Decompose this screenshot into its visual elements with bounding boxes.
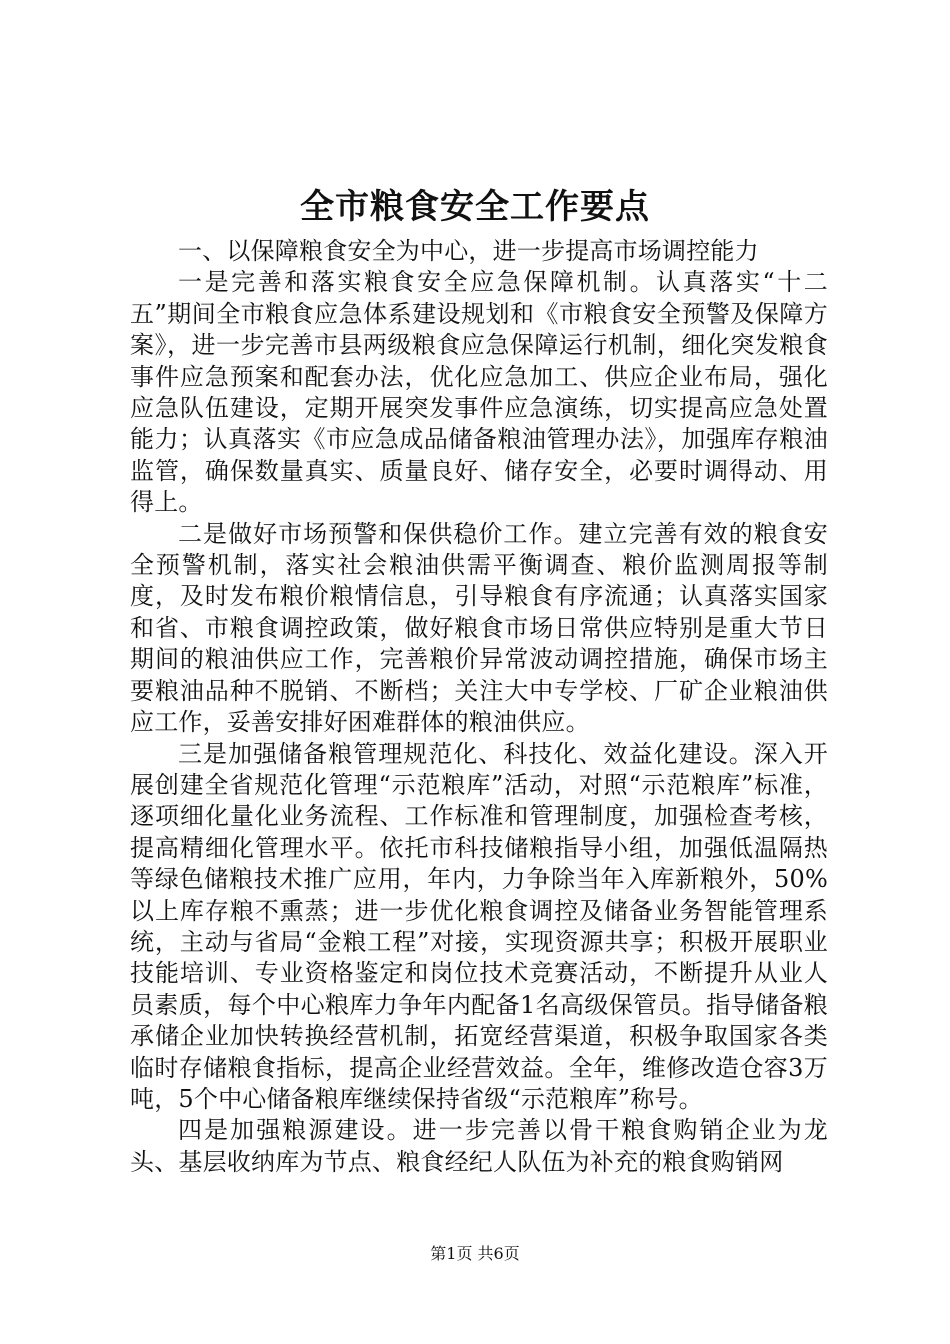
paragraph-3: 三是加强储备粮管理规范化、科技化、效益化建设。深入开展创建全省规范化管理“示范粮库”活动，对照“示范粮库”标准，逐项细化量化业务流程、工作标准和管理制度，加强检查考核，提高精细化管理水平。依托市科技储粮指导小组，加强低温隔热等绿色储粮技术推广应用，年内，力争除当年入库新粮外，50%以上库存粮不熏蒸；进一步优化粮食调控及储备业务智能管理系统，主动与省局“金粮工程”对接，实现资源共享；积极开展职业技能培训、专业资格鉴定和岗位技术竞赛活动，不断提升从业人员素质，每个中心粮库力争年内配备1名高级保管员。指导储备粮承储企业加快转换经营机制，拓宽经营渠道，积极争取国家各类临时存储粮食指标，提高企业经营效益。全年，维修改造仓容3万吨，5个中心储备粮库继续保持省级“示范粮库”称号。	[130, 739, 828, 1113]
page-title: 全市粮食安全工作要点	[300, 187, 650, 227]
paragraph-4: 四是加强粮源建设。进一步完善以骨干粮食购销企业为龙头、基层收纳库为节点、粮食经纪人队伍为补充的粮食购销网	[130, 1116, 828, 1176]
document-body	[130, 236, 828, 1178]
page-footer: 第1页 共6页	[430, 1244, 520, 1263]
paragraph-1: 一是完善和落实粮食安全应急保障机制。认真落实“十二五”期间全市粮食应急体系建设规划和《市粮食安全预警及保障方案》，进一步完善市县两级粮食应急保障运行机制，细化突发粮食事件应急预案和配套办法，优化应急加工、供应企业布局，强化应急队伍建设，定期开展突发事件应急演练，切实提高应急处置能力；认真落实《市应急成品储备粮油管理办法》，加强库存粮油监管，确保数量真实、质量良好、储存安全，必要时调得动、用得上。	[130, 268, 828, 517]
paragraph-2: 二是做好市场预警和保供稳价工作。建立完善有效的粮食安全预警机制，落实社会粮油供需平衡调查、粮价监测周报等制度，及时发布粮价粮情信息，引导粮食有序流通；认真落实国家和省、市粮食调控政策，做好粮食市场日常供应特别是重大节日期间的粮油供应工作，完善粮价异常波动调控措施，确保市场主要粮油品种不脱销、不断档；关注大中专学校、厂矿企业粮油供应工作，妥善安排好困难群体的粮油供应。	[130, 519, 828, 737]
section-heading: 一、以保障粮食安全为中心，进一步提高市场调控能力	[178, 237, 759, 265]
